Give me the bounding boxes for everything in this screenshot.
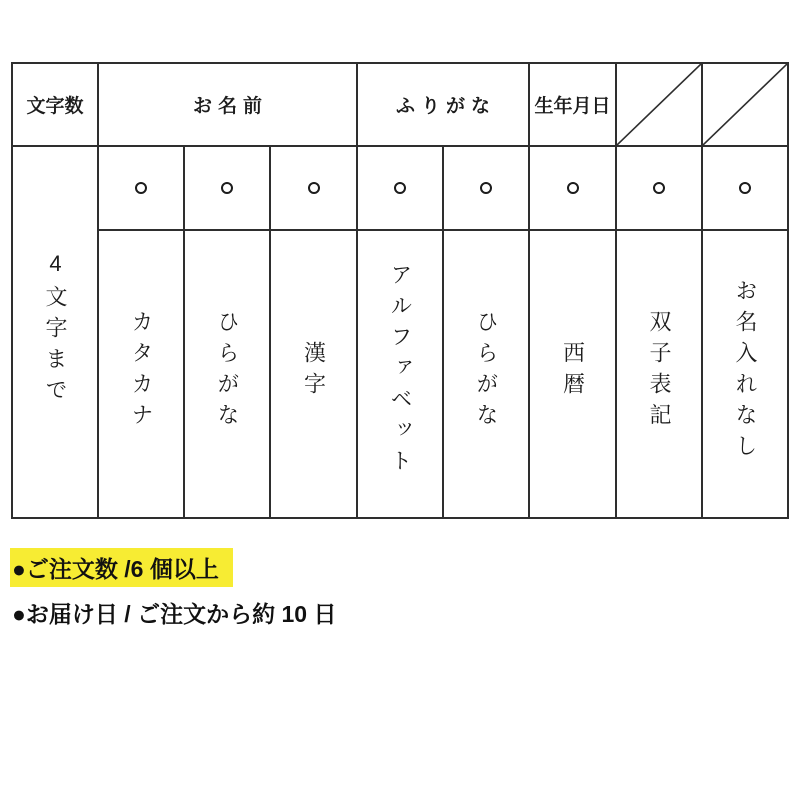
row-label-cell: [12, 146, 98, 518]
option-label: アルファベット: [388, 263, 413, 480]
availability-cell-no-name: [702, 146, 788, 230]
table-header-row: [12, 63, 788, 146]
header-name: お名前: [98, 63, 357, 146]
order-quantity-note: [10, 548, 336, 587]
header-birth-date: 生年月日: [529, 63, 616, 146]
circle-mark-icon: [739, 182, 751, 194]
availability-cell-katakana: [98, 146, 184, 230]
circle-mark-icon: [221, 182, 233, 194]
circle-mark-icon: [567, 182, 579, 194]
option-label: ひらがな: [474, 309, 499, 434]
size-label: 4文字まで: [43, 250, 68, 409]
bullet-icon: ●: [12, 601, 26, 627]
option-cell-alphabet: [357, 230, 443, 518]
option-label-row: [12, 230, 788, 518]
option-cell-twins: [616, 230, 702, 518]
diagonal-slash-icon: [703, 64, 787, 145]
circle-mark-icon: [394, 182, 406, 194]
option-cell-seireki: [529, 230, 616, 518]
header-blank-cell-1: [616, 63, 702, 146]
availability-cell-alphabet: [357, 146, 443, 230]
circle-mark-icon: [480, 182, 492, 194]
delivery-text: お届け日 / ご注文から約 10 日: [25, 601, 337, 627]
naming-options-table: [11, 62, 789, 519]
option-cell-no-name: [702, 230, 788, 518]
order-quantity-highlight: [10, 548, 233, 587]
availability-row: [12, 146, 788, 230]
bullet-icon: ●: [12, 556, 26, 582]
option-label: ひらがな: [215, 309, 240, 434]
option-label: 双子表記: [647, 309, 673, 434]
availability-cell-seireki: [529, 146, 616, 230]
availability-cell-kanji: [270, 146, 357, 230]
order-quantity-text: ご注文数 /6 個以上: [25, 556, 219, 582]
option-cell-kanji: [270, 230, 357, 518]
header-blank-cell-2: [702, 63, 788, 146]
diagonal-slash-icon: [617, 64, 701, 145]
footnotes: [10, 548, 336, 629]
circle-mark-icon: [135, 182, 147, 194]
availability-cell-furigana-hiragana: [443, 146, 529, 230]
delivery-note: [10, 596, 336, 629]
header-char-count: 文字数: [12, 63, 98, 146]
option-cell-furigana-hiragana: [443, 230, 529, 518]
option-cell-katakana: [98, 230, 184, 518]
option-label: 漢字: [301, 340, 327, 403]
circle-mark-icon: [653, 182, 665, 194]
option-label: お名入れなし: [733, 278, 759, 465]
availability-cell-twins: [616, 146, 702, 230]
circle-mark-icon: [308, 182, 320, 194]
option-cell-hiragana: [184, 230, 270, 518]
availability-cell-hiragana: [184, 146, 270, 230]
header-furigana: ふりがな: [357, 63, 529, 146]
option-label: 西暦: [560, 340, 586, 403]
option-label: カタカナ: [129, 309, 154, 434]
